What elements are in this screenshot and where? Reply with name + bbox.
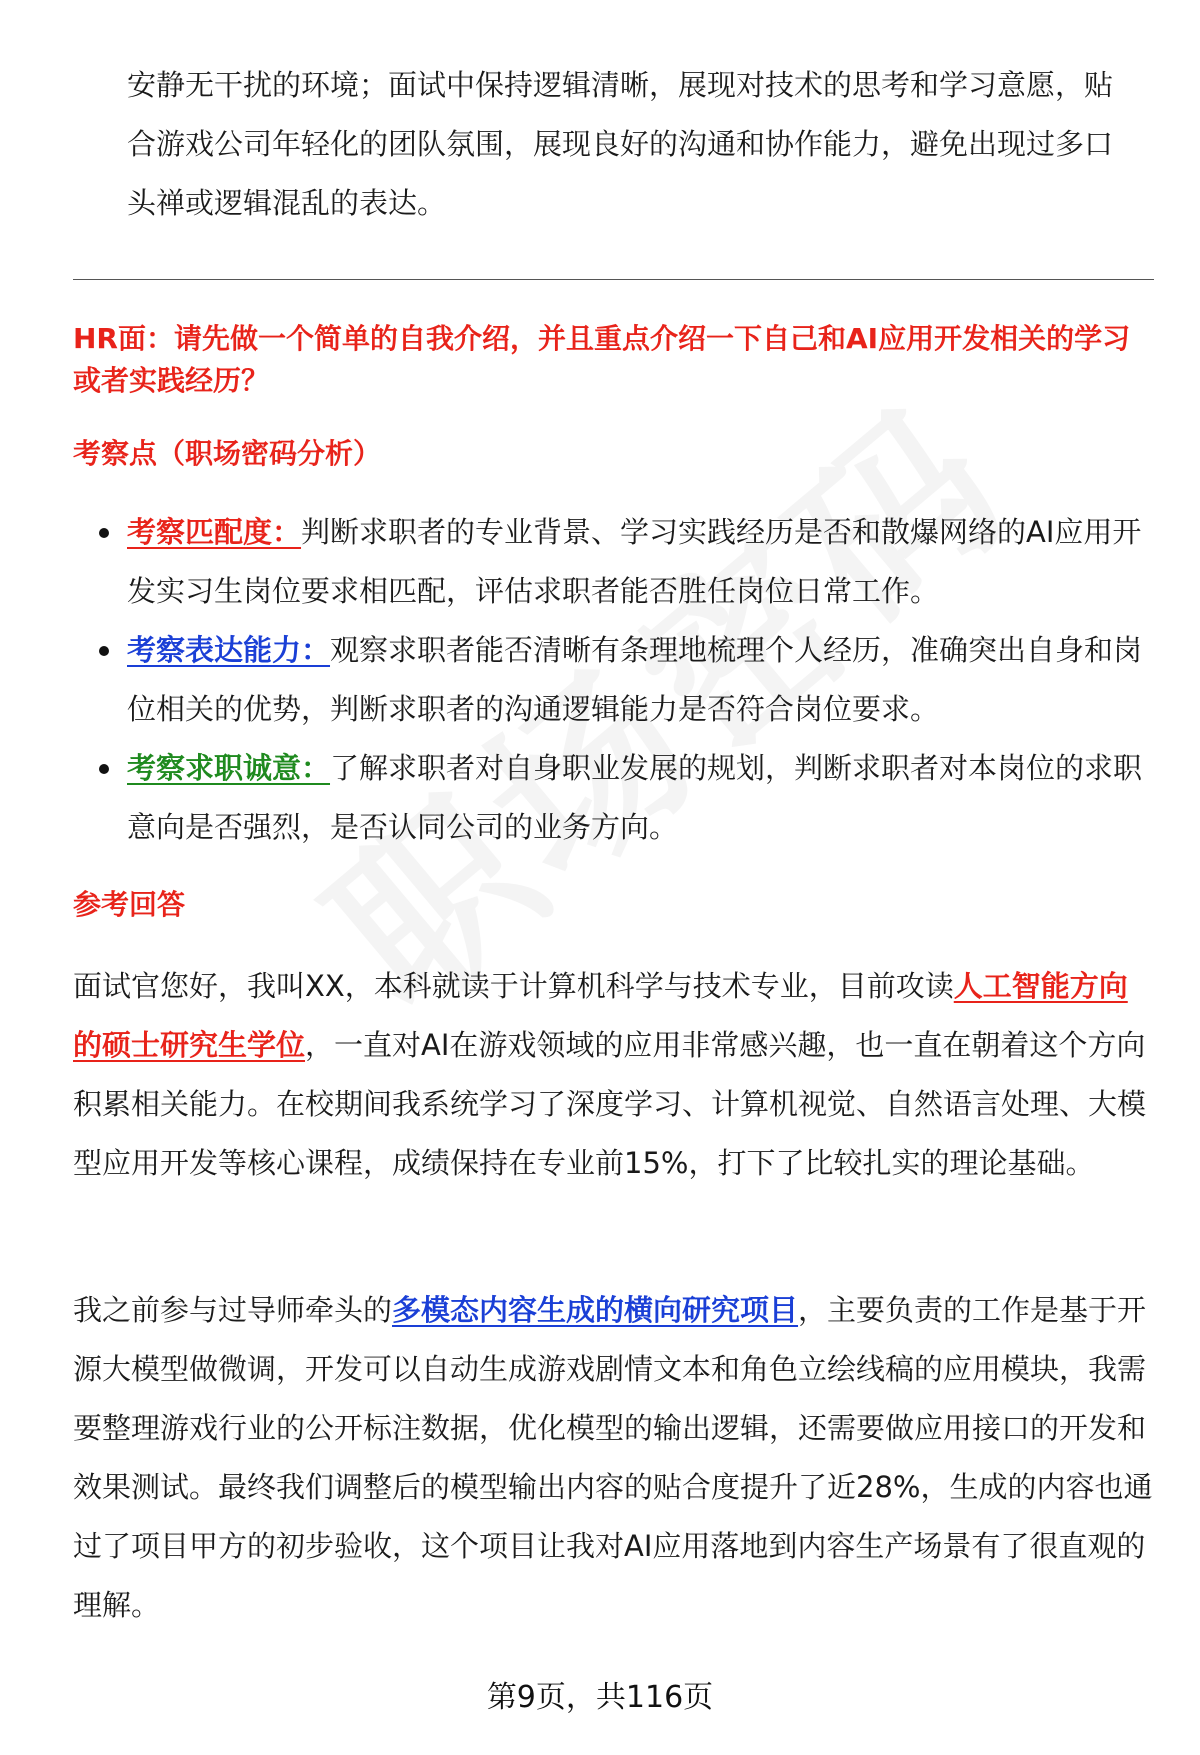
intro-continuation xyxy=(127,56,1154,233)
point-text: 观察求职者能否清晰有条理地梳理个人经历，准确突出自身和岗位相关的优势，判断求职者的沟通逻辑能力是否符合岗位要求。 xyxy=(127,633,1143,726)
answer-2-highlight: 多模态内容生成的横向研究项目 xyxy=(392,1293,799,1327)
bullet-icon xyxy=(99,646,109,656)
answer-paragraph-1 xyxy=(73,957,1154,1193)
point-label: 考察匹配度： xyxy=(127,515,302,549)
point-label: 考察表达能力： xyxy=(127,633,331,667)
answer-2-before: 我之前参与过导师牵头的 xyxy=(73,1293,393,1327)
answer-heading: 参考回答 xyxy=(73,888,186,921)
page-number: 第9页，共116页 xyxy=(486,1680,714,1715)
analysis-heading: 考察点（职场密码分析） xyxy=(73,437,382,470)
interview-question: HR面：请先做一个简单的自我介绍，并且重点介绍一下自己和AI应用开发相关的学习或者实践经历？ xyxy=(73,322,1131,397)
point-text: 了解求职者对自身职业发展的规划，判断求职者对本岗位的求职意向是否强烈，是否认同公司的业务方向。 xyxy=(127,751,1143,844)
analysis-points xyxy=(127,503,1154,857)
answer-2-after: ，主要负责的工作是基于开源大模型做微调，开发可以自动生成游戏剧情文本和角色立绘线稿的应用模块，我需要整理游戏行业的公开标注数据，优化模型的输出逻辑，还需要做应用接口的开发和效果测试。最终我们调整后的模型输出内容的贴合度提升了近28%，生成的内容也通过了项目甲方的初步验收，这个项目让我对AI应用落地到内容生产场景有了很直观的理解。 xyxy=(73,1293,1153,1622)
answer-1-after: ，一直对AI在游戏领域的应用非常感兴趣，也一直在朝着这个方向积累相关能力。在校期间我系统学习了深度学习、计算机视觉、自然语言处理、大模型应用开发等核心课程，成绩保持在专业前15%，打下了比较扎实的理论基础。 xyxy=(73,1028,1147,1180)
point-sincerity xyxy=(127,739,1154,857)
bullet-icon xyxy=(99,528,109,538)
section-divider xyxy=(73,279,1154,280)
intro-line-1: 安静无干扰的环境；面试中保持逻辑清晰，展现对技术的思考和学习意愿，贴 xyxy=(127,68,1114,102)
point-expression xyxy=(127,621,1154,739)
intro-line-3: 头禅或逻辑混乱的表达。 xyxy=(127,186,447,220)
answer-1-before: 面试官您好，我叫XX，本科就读于计算机科学与技术专业，目前攻读 xyxy=(73,969,954,1003)
answer-1-highlight: 人工智能方向的硕士研究生学位 xyxy=(73,969,1128,1062)
intro-line-2: 合游戏公司年轻化的团队氛围，展现良好的沟通和协作能力，避免出现过多口 xyxy=(127,127,1114,161)
point-match xyxy=(127,503,1154,621)
answer-paragraph-2 xyxy=(73,1281,1154,1635)
point-text: 判断求职者的专业背景、学习实践经历是否和散爆网络的AI应用开发实习生岗位要求相匹配，评估求职者能否胜任岗位日常工作。 xyxy=(127,515,1142,608)
bullet-icon xyxy=(99,764,109,774)
point-label: 考察求职诚意： xyxy=(127,751,331,785)
